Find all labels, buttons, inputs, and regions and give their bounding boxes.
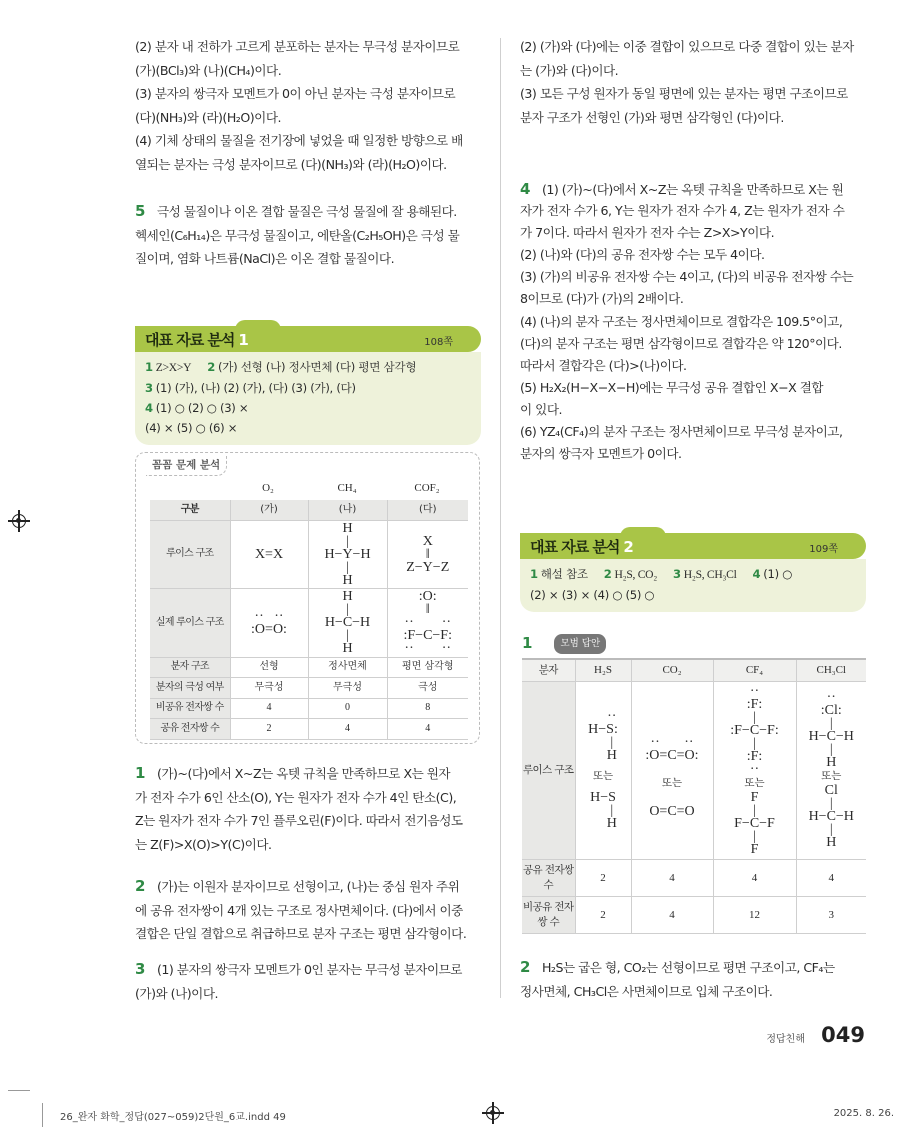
line-text: (1) (가)~(다)에서 X~Z는 옥텟 규칙을 만족하므로 X는 원 [541,182,844,197]
explanation-4 [520,178,853,465]
box-title [530,536,633,557]
line-text: 따라서 결합각은 (다)>(나)이다. [520,357,687,373]
structure-line: ·· [826,690,836,705]
table-cell: 2 [230,719,308,740]
crop-mark [8,1090,30,1091]
header-cell: (나) [308,500,387,520]
table-cell: 4 [796,859,866,896]
structure-line: H [589,748,617,763]
header-cell: CO₂ [631,659,713,681]
structure-line: H [826,835,837,850]
section-number: 4 [520,180,530,198]
line-text: 결합은 단일 결합으로 취급하므로 분자 구조는 평면 삼각형이다. [135,926,467,942]
structure-line: | [829,742,833,757]
text-line [135,786,463,810]
answer-item [145,398,248,418]
text-line [135,899,466,923]
text-line [135,922,466,946]
table-cell: 4 [631,859,713,896]
table-cell: 평면 삼각형 [387,657,468,678]
answer-item [145,378,356,398]
table-cell: 3 [796,896,866,933]
section-number: 5 [135,202,145,220]
line-text: 헥세인(C₆H₁₄)은 무극성 물질이고, 에탄올(C₂H₅OH)은 극성 물 [135,227,460,243]
formula-ch4: CH₄ [337,482,357,494]
or-label: 또는 [661,777,683,789]
structure-line: ·· [749,683,760,699]
answer-text: 해설 참조 [540,567,588,581]
file-name: 26_완자 화학_정답(027~059)2단원_6교.indd 49 [60,1112,286,1123]
formula-o2: O₂ [262,482,274,494]
structure-line: H [342,572,353,588]
structure-line: | [753,828,756,844]
box-number: 1 [238,331,248,349]
text-line [135,958,462,982]
line-text: H₂S는 굽은 형, CO₂는 선형이므로 평면 구조이고, CF₄는 [541,960,835,975]
table-cell: 4 [631,896,713,933]
answer-item [145,357,191,378]
lewis-structure-table-1 [150,500,468,740]
table-cell: 2 [575,859,631,896]
table-cell: 2 [575,896,631,933]
data-analysis-box-1 [135,326,481,445]
section-number: 3 [135,960,145,978]
text-line [520,82,854,106]
structure-line: | [346,559,349,575]
line-text: 가 전자 수가 6인 산소(O), Y는 원자가 전자 수가 4인 탄소(C), [135,789,457,805]
or-label: 또는 [744,776,765,789]
line-text: 이 있다. [520,401,563,417]
answer-row [530,585,858,605]
answer-number: 1 [530,567,538,581]
answer-text: H₂S, CH₃Cl [683,568,737,581]
structure-line: H [342,641,353,656]
table-cell: 정사면체 [308,657,387,678]
box-header [135,326,481,352]
line-text: 극성 물질이나 이온 결합 물질은 극성 물질에 잘 용해된다. [156,204,457,219]
answer-row [530,564,858,585]
answer-text: (1) ○ (2) ○ (3) × [155,401,249,415]
lewis-structure-table-2 [522,658,866,934]
answer-text: Z>X>Y [155,361,192,374]
line-text: (다)의 분자 구조는 평면 삼각형이므로 결합각은 약 120°이다. [520,335,842,351]
analysis-label: 꼼꼼 문제 분석 [146,456,227,476]
structure-line: H [342,589,353,604]
text-line [520,106,854,130]
or-label: 또는 [592,770,614,782]
box-title [145,329,248,350]
text-line [520,980,835,1004]
row-label: 공유 전자쌍 수 [522,859,575,896]
structure-line: ·· [589,709,617,724]
answer-text: (1) (가), (나) (2) (가), (다) (3) (가), (다) [155,381,356,395]
answer-number: 3 [672,567,681,581]
answer-number: 2 [207,360,215,374]
text-line [135,82,463,106]
answer-row [145,378,473,418]
answer-row [145,418,473,438]
line-text: (1) 분자의 쌍극자 모멘트가 0인 분자는 무극성 분자이므로 [156,962,462,977]
structure-line: H−S [590,790,616,805]
structure-line: F−C−F [734,815,775,831]
line-text: (가)~(다)에서 X~Z는 옥텟 규칙을 만족하므로 X는 원자 [156,766,451,781]
structure-line: :F: [746,696,763,712]
structure-line: :O=O: [251,621,287,637]
text-line [520,59,854,83]
structure-line: | [829,796,833,811]
table-cell: 4 [713,859,796,896]
line-text: 는 (가)와 (다)이다. [520,62,619,78]
structure-line: O=C=O [649,804,695,819]
structure-line: F [750,789,759,805]
text-line [135,833,463,857]
structure-line: | [346,628,349,643]
structure-line: X [422,533,433,549]
text-line [135,59,463,83]
text-line [520,200,853,222]
structure-line: ·· ·· [250,608,288,624]
line-text: Z는 원자가 전자 수가 7인 플루오린(F)이다. 따라서 전기음성도 [135,813,463,829]
line-text: (다)(NH₃)와 (라)(H₂O)이다. [135,109,282,125]
page-reference: 109쪽 [809,544,838,555]
text-line [135,224,459,248]
explanation-3 [135,958,462,1005]
line-text: (2) 분자 내 전하가 고르게 분포하는 분자는 무극성 분자이므로 [135,39,460,54]
line-text: 정사면체, CH₃Cl은 사면체이므로 입체 구조이다. [520,983,773,999]
structure-line: ‖ [425,546,430,562]
table-cell: 선형 [230,657,308,678]
lewis-cell [575,681,631,859]
text-line [520,311,853,333]
text-line [520,443,853,465]
text-line [520,399,853,421]
line-text: 질이며, 염화 나트륨(NaCl)은 이온 결합 물질이다. [135,251,395,267]
structure-line: | [753,709,756,725]
answer-text: (4) × (5) ○ (6) × [145,421,238,435]
registration-mark-icon [12,514,26,528]
lewis-cell [387,520,468,588]
row-label: 분자의 극성 여부 [150,678,230,699]
text-line [135,35,463,59]
structure-line: ·· ·· [404,615,452,630]
structure-line: H−Y−H [324,546,371,562]
lewis-cell [230,520,308,588]
text-line [135,129,463,153]
structure-line: F [750,841,759,857]
answer-row [145,357,473,378]
answer-item [530,564,588,585]
text-line [135,762,463,786]
structure-line: | [753,735,756,751]
structure-line [632,762,713,769]
table-cell: 8 [387,698,468,719]
text-line [520,956,835,980]
answer-item [753,564,793,585]
box-number: 2 [623,538,633,556]
answer-text: (1) ○ [763,567,793,581]
text-line [135,247,459,271]
text-line [135,809,463,833]
row-label: 비공유 전자쌍 수 [150,698,230,719]
answer-item [673,564,737,585]
table-cell: 무극성 [230,678,308,699]
structure-line: :F−C−F: [403,628,452,643]
answer-text: (가) 선형 (나) 정사면체 (다) 평면 삼각형 [217,360,417,374]
text-line [135,153,463,177]
page-number: 049 [821,1023,865,1047]
table-cell: 12 [713,896,796,933]
line-text: (3) 모든 구성 원자가 동일 평면에 있는 분자는 평면 구조이므로 [520,86,848,102]
box-title-text: 대표 자료 분석 [530,538,620,556]
answer-item [207,357,416,378]
actual-lewis-cell [387,588,468,657]
table-cell: 4 [387,719,468,740]
column-divider [500,38,501,998]
structure-line: | [829,822,833,837]
row-label: 실제 루이스 구조 [150,588,230,657]
answer-item [604,564,657,585]
row-label: 비공유 전자쌍 수 [522,896,575,933]
footer-section: 정답친해 [766,1034,805,1045]
structure-line: ·· ·· [646,735,698,750]
header-cell: CH₃Cl [796,659,866,681]
text-line [135,200,459,224]
structure-line: :O=C=O: [645,748,699,763]
line-text: (가)와 (나)이다. [135,985,218,1001]
answer-item [145,418,237,438]
structure-line: X=X [254,546,284,562]
structure-line: Cl [824,783,838,798]
line-text: 분자 구조가 선형인 (가)와 평면 삼각형인 (다)이다. [520,109,784,125]
line-text: (3) (가)의 비공유 전자쌍 수는 4이고, (다)의 비공유 전자쌍 수는 [520,269,854,285]
structure-line: H [589,816,617,831]
structure-line: | [346,533,349,549]
explanation-2 [135,875,466,946]
actual-lewis-cell [230,588,308,657]
formula-cof2: COF₂ [414,482,440,494]
line-text: 는 Z(F)>X(O)>Y(C)이다. [135,836,272,852]
text-line [520,178,853,200]
structure-line: H−S: [588,722,618,737]
table-cell: 무극성 [308,678,387,699]
header-cell: CF₄ [713,659,796,681]
header-cell: (다) [387,500,468,520]
line-text: 에 공유 전자쌍이 4개 있는 구조로 정사면체이다. (다)에서 이중 [135,902,463,918]
row-label: 루이스 구조 [150,520,230,588]
text-line [135,106,463,130]
structure-line: | [592,803,614,818]
answer-number: 4 [752,567,761,581]
structure-line: ·· [749,761,760,777]
table-row [150,719,468,740]
text-line [520,421,853,443]
line-text: 8이므로 (다)가 (가)의 2배이다. [520,291,684,307]
box-title-text: 대표 자료 분석 [145,331,235,349]
structure-line: H−C−H [808,809,854,824]
structure-line: H [342,520,353,536]
line-text: 자가 전자 수가 6, Y는 원자가 전자 수가 4, Z는 원자가 전자 수 [520,203,845,219]
row-label: 공유 전자쌍 수 [150,719,230,740]
crop-mark [42,1103,43,1127]
structure-line: | [346,602,349,617]
answer-number: 2 [603,567,612,581]
text-line [520,333,853,355]
line-text: (가)는 이원자 분자이므로 선형이고, (나)는 중심 원자 주위 [156,879,460,894]
text-line [520,222,853,244]
answer-explanation-2 [520,956,835,1003]
structure-line [576,762,631,769]
lewis-cell [631,681,713,859]
structure-line: :F: [746,748,763,764]
box-answers [135,352,481,445]
text-line [135,875,466,899]
section-number: 1 [135,764,145,782]
table-row [522,859,866,896]
question-number: 1 [522,634,533,652]
answer-number: 4 [145,401,153,415]
table-cell: 극성 [387,678,468,699]
registration-mark-icon [486,1106,500,1120]
model-answer-badge: 모범 답안 [554,634,606,654]
line-text: (2) (나)와 (다)의 공유 전자쌍 수는 모두 4이다. [520,247,765,263]
structure-line: | [592,735,614,750]
answer-number: 3 [145,381,153,395]
explanation-5 [135,200,459,271]
actual-lewis-cell [308,588,387,657]
row-label: 루이스 구조 [522,681,575,859]
text-line [520,377,853,399]
answer-text: (2) × (3) × (4) ○ (5) ○ [530,588,655,602]
structure-line: :O: [418,589,437,604]
structure-line: H [826,755,837,770]
section-number: 2 [135,877,145,895]
explanation-1 [135,762,463,856]
structure-line [632,791,713,798]
line-text: (4) (나)의 분자 구조는 정사면체이므로 결합각은 109.5°이고, [520,313,843,329]
line-text: (5) H₂X₂(H−X−X−H)에는 무극성 공유 결합인 X−X 결합 [520,379,824,395]
line-text: 가 7이다. 따라서 원자가 전자 수는 Z>X>Y이다. [520,225,775,241]
structure-line: H−C−H [808,729,854,744]
line-text: (가)(BCl₃)와 (나)(CH₄)이다. [135,62,282,78]
print-date: 2025. 8. 26. [833,1108,894,1119]
right-paragraph-continued [520,35,854,129]
header-cell: 구분 [150,500,230,520]
table-row [150,678,468,699]
table-row [522,896,866,933]
lewis-cell [796,681,866,859]
box-answers [520,559,866,612]
line-text: (3) 분자의 쌍극자 모멘트가 0이 아닌 분자는 극성 분자이므로 [135,86,456,102]
table-row [150,657,468,678]
or-label: 또는 [821,770,842,782]
table-cell: 0 [308,698,387,719]
data-analysis-box-2 [520,533,866,612]
model-answer-heading [522,634,606,654]
lewis-cell [308,520,387,588]
answer-text: H₂S, CO₂ [614,568,657,581]
structure-line: :F−C−F: [730,722,779,738]
text-line [520,355,853,377]
structure-line: ·· ·· [404,641,452,656]
text-line [520,244,853,266]
line-text: 분자의 쌍극자 모멘트가 0이다. [520,446,682,462]
structure-line: | [753,802,756,818]
answer-number: 1 [145,360,153,374]
line-text: 열되는 분자는 극성 분자이므로 (다)(NH₃)와 (라)(H₂O)이다. [135,156,447,172]
line-text: (2) (가)와 (다)에는 이중 결합이 있으므로 다중 결합이 있는 분자 [520,39,854,54]
text-line [520,266,853,288]
structure-line: ‖ [425,602,430,617]
structure-line: | [829,716,833,731]
answer-item [530,585,654,605]
structure-line [632,769,713,776]
header-cell: H₂S [575,659,631,681]
row-label: 분자 구조 [150,657,230,678]
header-cell: (가) [230,500,308,520]
left-paragraph-continued [135,35,463,177]
structure-line: H−C−H [324,615,371,630]
text-line [520,35,854,59]
text-line [520,288,853,310]
text-line [135,982,462,1006]
section-number: 2 [520,958,530,976]
lewis-cell [713,681,796,859]
box-header [520,533,866,559]
structure-line [632,722,713,729]
structure-line: :Cl: [820,703,842,718]
line-text: (6) YZ₄(CF₄)의 분자 구조는 정사면체이므로 무극성 분자이고, [520,424,843,440]
table-row [150,698,468,719]
table-cell: 4 [308,719,387,740]
line-text: (4) 기체 상태의 물질을 전기장에 넣었을 때 일정한 방향으로 배 [135,133,463,149]
header-cell: 분자 [522,659,575,681]
page-reference: 108쪽 [424,337,453,348]
structure-line: Z−Y−Z [406,559,450,575]
table-cell: 4 [230,698,308,719]
